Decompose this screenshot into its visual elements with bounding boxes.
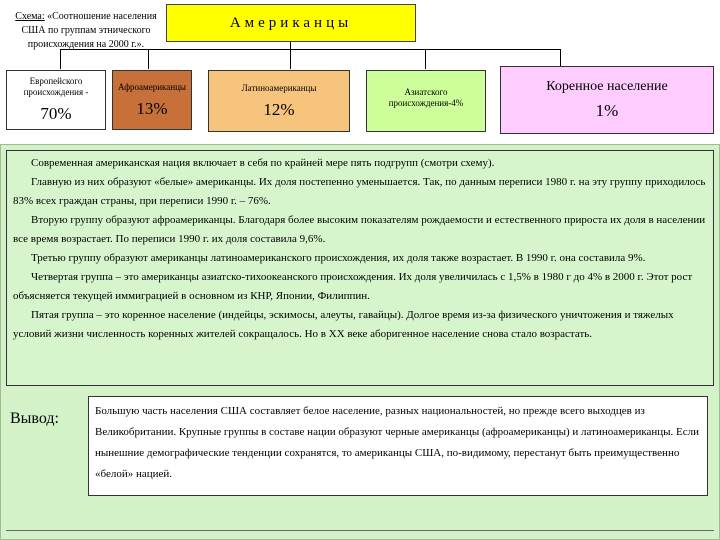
body-text	[6, 150, 714, 386]
group-latino	[208, 70, 350, 132]
root-label: Американцы	[229, 14, 353, 31]
paragraph: Третью группу образуют американцы латиноамериканского происхождения, их доля также возрастает. В 1990 г. она составила 9%.	[31, 252, 646, 264]
divider	[6, 530, 714, 531]
paragraph: Пятая группа – это коренное население (индейцы, эскимосы, алеуты, гавайцы). Долгое время из-за физического уничтожения и тяжелых условий жизни численность коренных жителей сокращалось. Но в XX веке аборигенное население снова стало возрастать.	[13, 309, 674, 340]
connector-1	[60, 49, 61, 69]
group-native	[500, 66, 714, 134]
group-label: Афроамериканцы	[118, 81, 186, 92]
paragraph: Вторую группу образуют афроамериканцы. Благодаря более высоким показателям рождаемости и естественного прироста их доля в населении все время возрастает. По переписи 1990 г. их доля составила 9,6%.	[13, 214, 706, 245]
group-percent: 12%	[263, 99, 295, 119]
paragraph: Главную из них образуют «белые» американцы. Их доля постепенно уменьшается. Так, по данным переписи 1980 г. на эту группу приходилось 83% всех граждан страны, при переписи 1990 г. – 76%.	[13, 176, 706, 207]
group-label: Азиатского происхождения-4%	[388, 87, 464, 108]
caption-text: «Соотношение населения США по группам этнического происхождения на 2000 г.».	[21, 11, 157, 50]
conclusion-text: Большую часть населения США составляет белое население, разных национальностей, но преждe всего выходцев из Великобритании. Крупные группы в составе нации образуют черные американцы (афроамериканцы) и латиноамериканцы. Если нынешние демографические тенденции сохранятся, то американцы США, по-видимому, перестанут быть преимущественно «белой» нацией.	[95, 405, 700, 480]
group-percent: 1%	[595, 101, 619, 120]
group-european	[6, 70, 106, 130]
conclusion-box	[88, 396, 708, 496]
branch-line	[60, 49, 560, 50]
group-asian	[366, 70, 486, 132]
connector-2	[148, 49, 149, 69]
conclusion-heading: Вывод:	[10, 410, 59, 427]
group-percent: 70%	[40, 104, 72, 123]
root-node	[166, 4, 416, 42]
group-label: Европейского происхождения -	[23, 76, 89, 97]
connector-4	[425, 49, 426, 69]
group-percent: 13%	[136, 98, 168, 118]
paragraph: Четвертая группа – это американцы азиатско-тихоокеанского происхождения. Их доля увеличилась с 1,5% в 1980 г до 4% в 2000 г. Этот рост объясняется текущей иммиграцией в основном из КНР, Японии, Филиппин.	[13, 271, 693, 302]
paragraph: Современная американская нация включает в себя по крайней мере пять подгрупп (смотри схему).	[31, 157, 495, 169]
caption-prefix: Схема:	[15, 11, 45, 22]
group-label: Коренное население	[546, 79, 668, 94]
diagram-caption	[6, 10, 166, 52]
connector-3	[290, 49, 291, 69]
group-african-american	[112, 70, 192, 130]
group-label: Латиноамериканцы	[241, 82, 317, 93]
